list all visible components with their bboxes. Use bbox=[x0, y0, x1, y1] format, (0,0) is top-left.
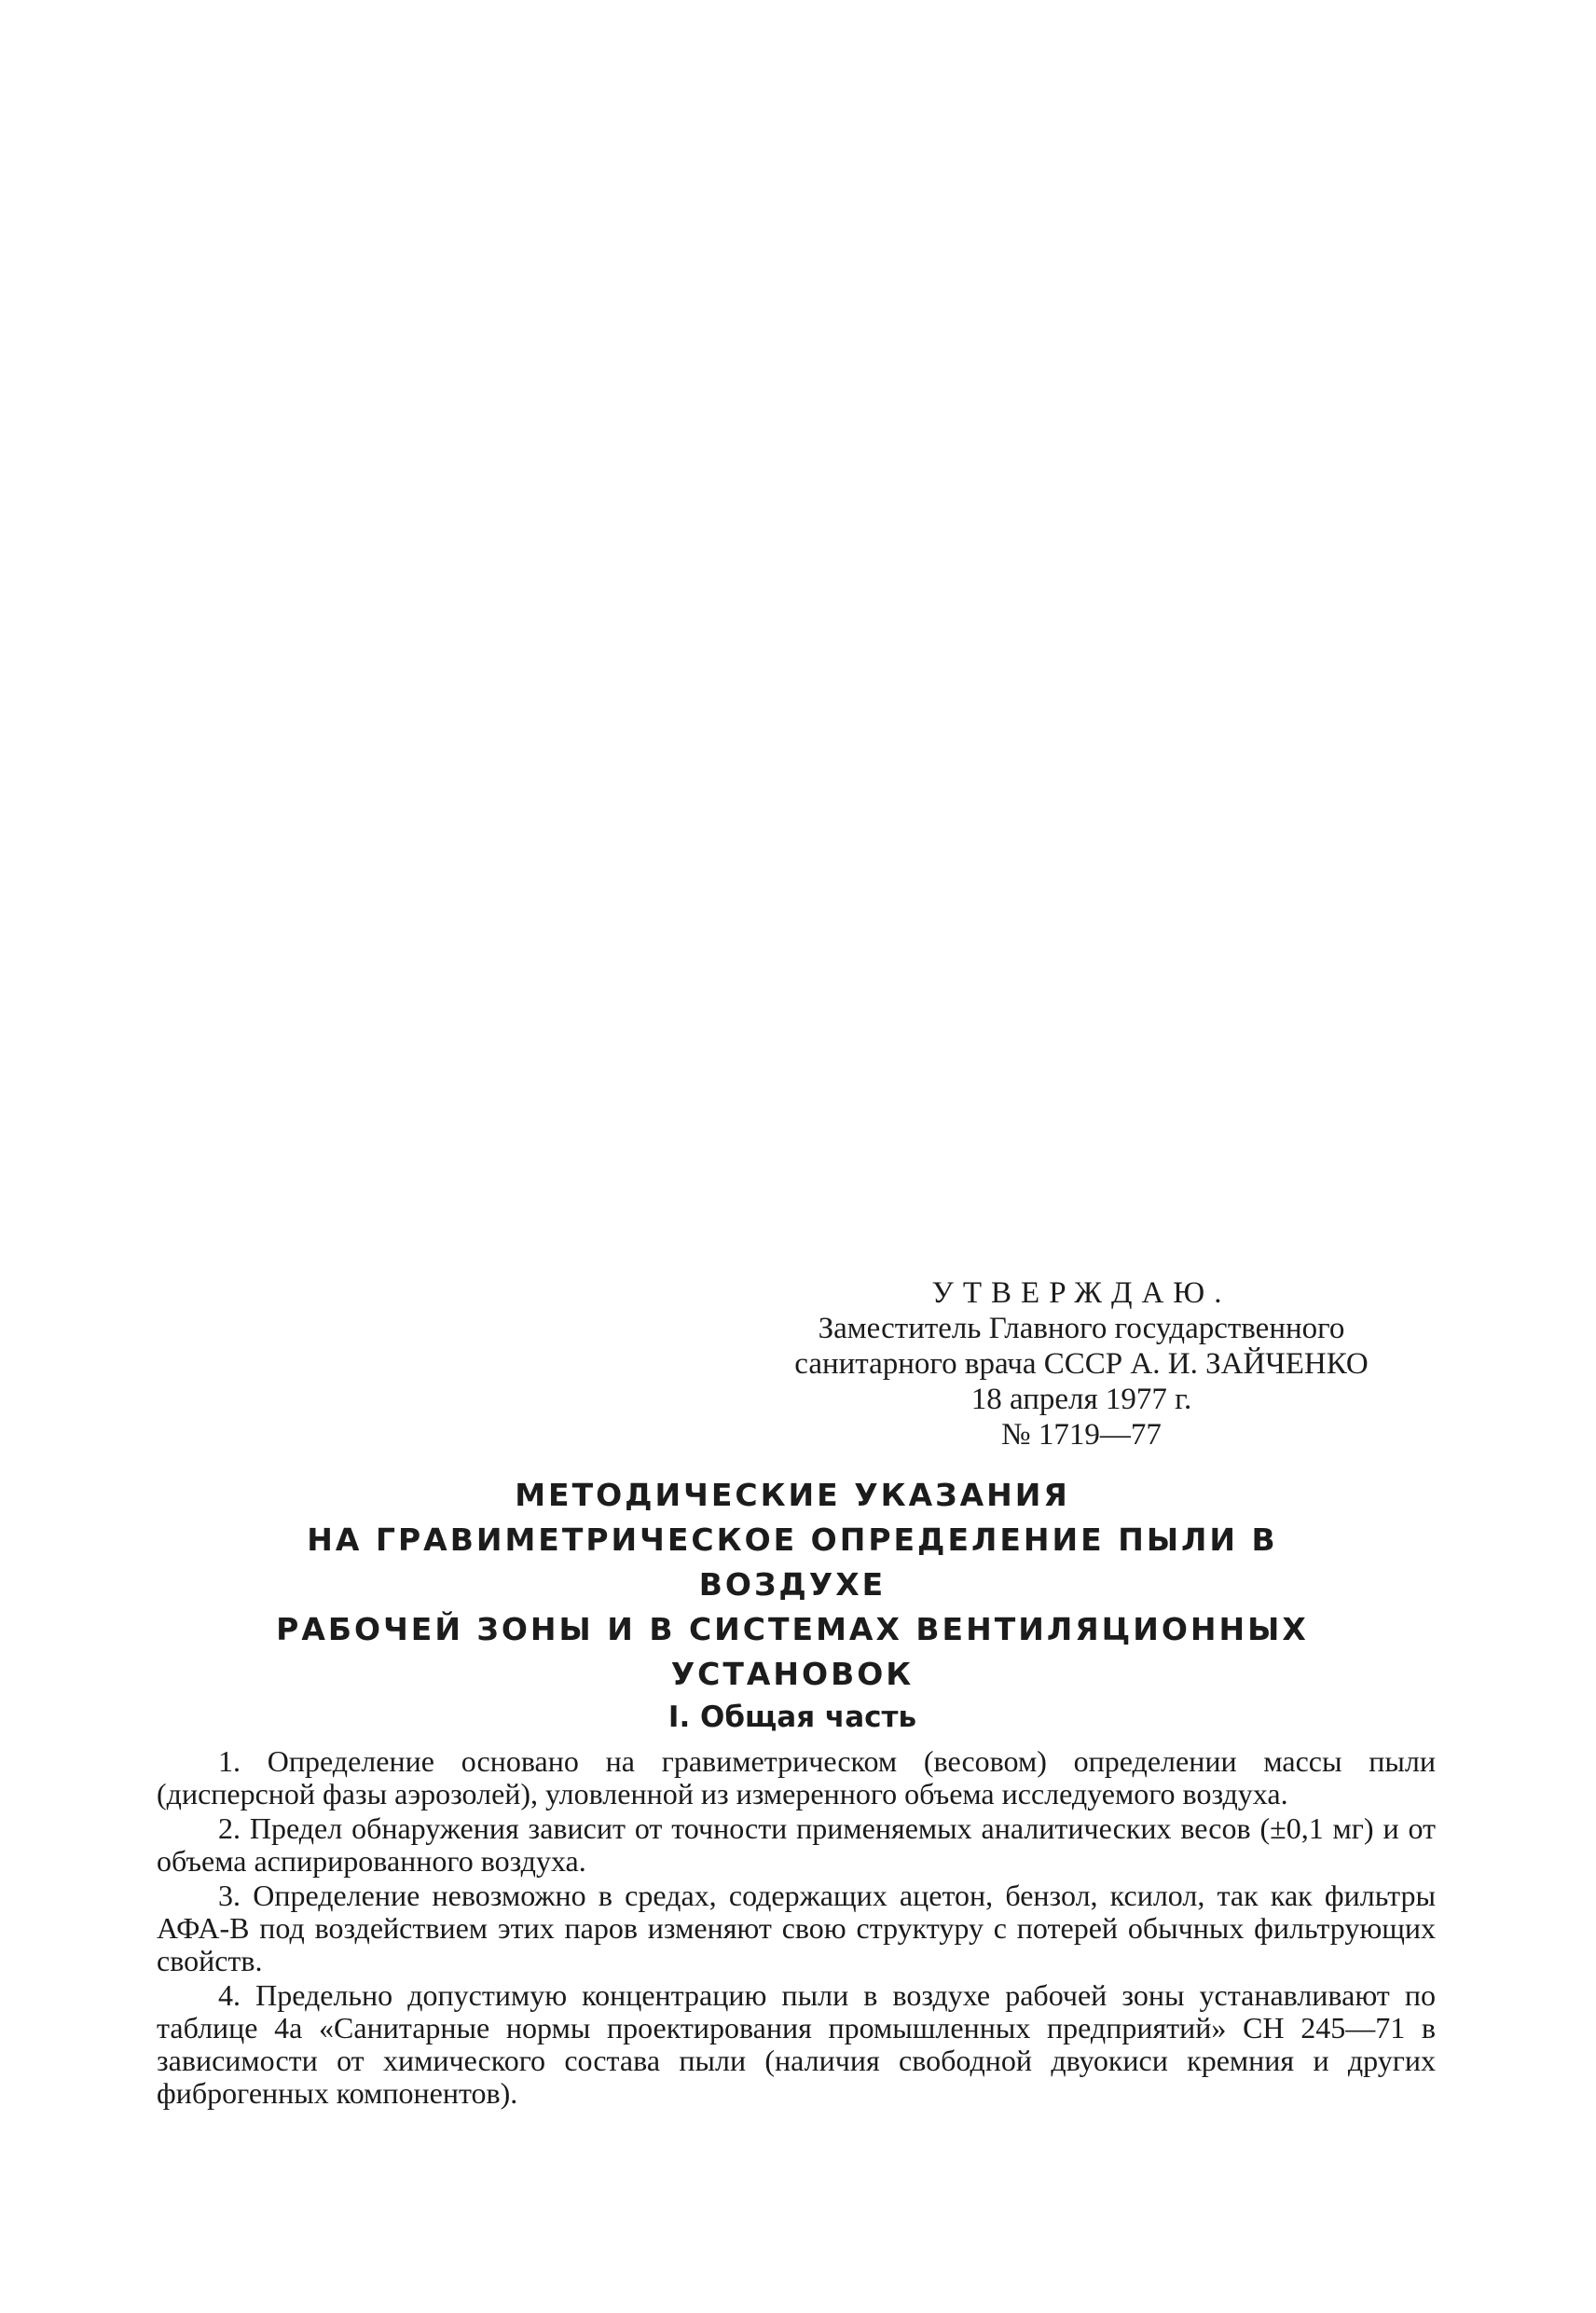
paragraph: 3. Определение невозможно в средах, содержащих ацетон, бензол, ксилол, так как фильтры АФА-В под воздействием этих паров изменяют свою структуру с потерей обычных фильтрующих свойств. bbox=[157, 1879, 1436, 1977]
approval-block bbox=[718, 1275, 1445, 1453]
body-text bbox=[157, 1745, 1436, 2112]
document-title-line: НА ГРАВИМЕТРИЧЕСКОЕ ОПРЕДЕЛЕНИЕ ПЫЛИ В ВОЗДУХЕ bbox=[307, 1521, 1278, 1603]
paragraph: 2. Предел обнаружения зависит от точности применяемых аналитических весов (±0,1 мг) и от объема аспирированного воздуха. bbox=[157, 1811, 1436, 1878]
document-title-line: РАБОЧЕЙ ЗОНЫ И В СИСТЕМАХ ВЕНТИЛЯЦИОННЫХ bbox=[276, 1611, 1309, 1647]
approval-number: № 1719—77 bbox=[1001, 1418, 1162, 1452]
document-title-line: МЕТОДИЧЕСКИЕ УКАЗАНИЯ bbox=[515, 1477, 1070, 1513]
section-heading: I. Общая часть bbox=[667, 1700, 917, 1734]
approval-title: УТВЕРЖДАЮ. bbox=[931, 1276, 1231, 1310]
document-title bbox=[214, 1473, 1370, 1697]
paragraph: 1. Определение основано на гравиметрическом (весовом) определении массы пыли (дисперсной фазы аэрозолей), уловленной из измеренного объема исследуемого воздуха. bbox=[157, 1744, 1436, 1810]
approval-date: 18 апреля 1977 г. bbox=[970, 1383, 1192, 1416]
approval-position: Заместитель Главного государственного bbox=[818, 1312, 1345, 1345]
document-title-line: УСТАНОВОК bbox=[670, 1656, 915, 1692]
approval-signatory: санитарного врача СССР А. И. ЗАЙЧЕНКО bbox=[794, 1347, 1369, 1381]
paragraph: 4. Предельно допустимую концентрацию пыли в воздухе рабочей зоны устанавливают по таблице 4а «Санитарные нормы проектирования промышленных предприятий» СН 245—71 в зависимости от химического состава пыли (наличия свободной двуокиси кремния и других фиброгенных компонентов). bbox=[157, 1978, 1436, 2110]
